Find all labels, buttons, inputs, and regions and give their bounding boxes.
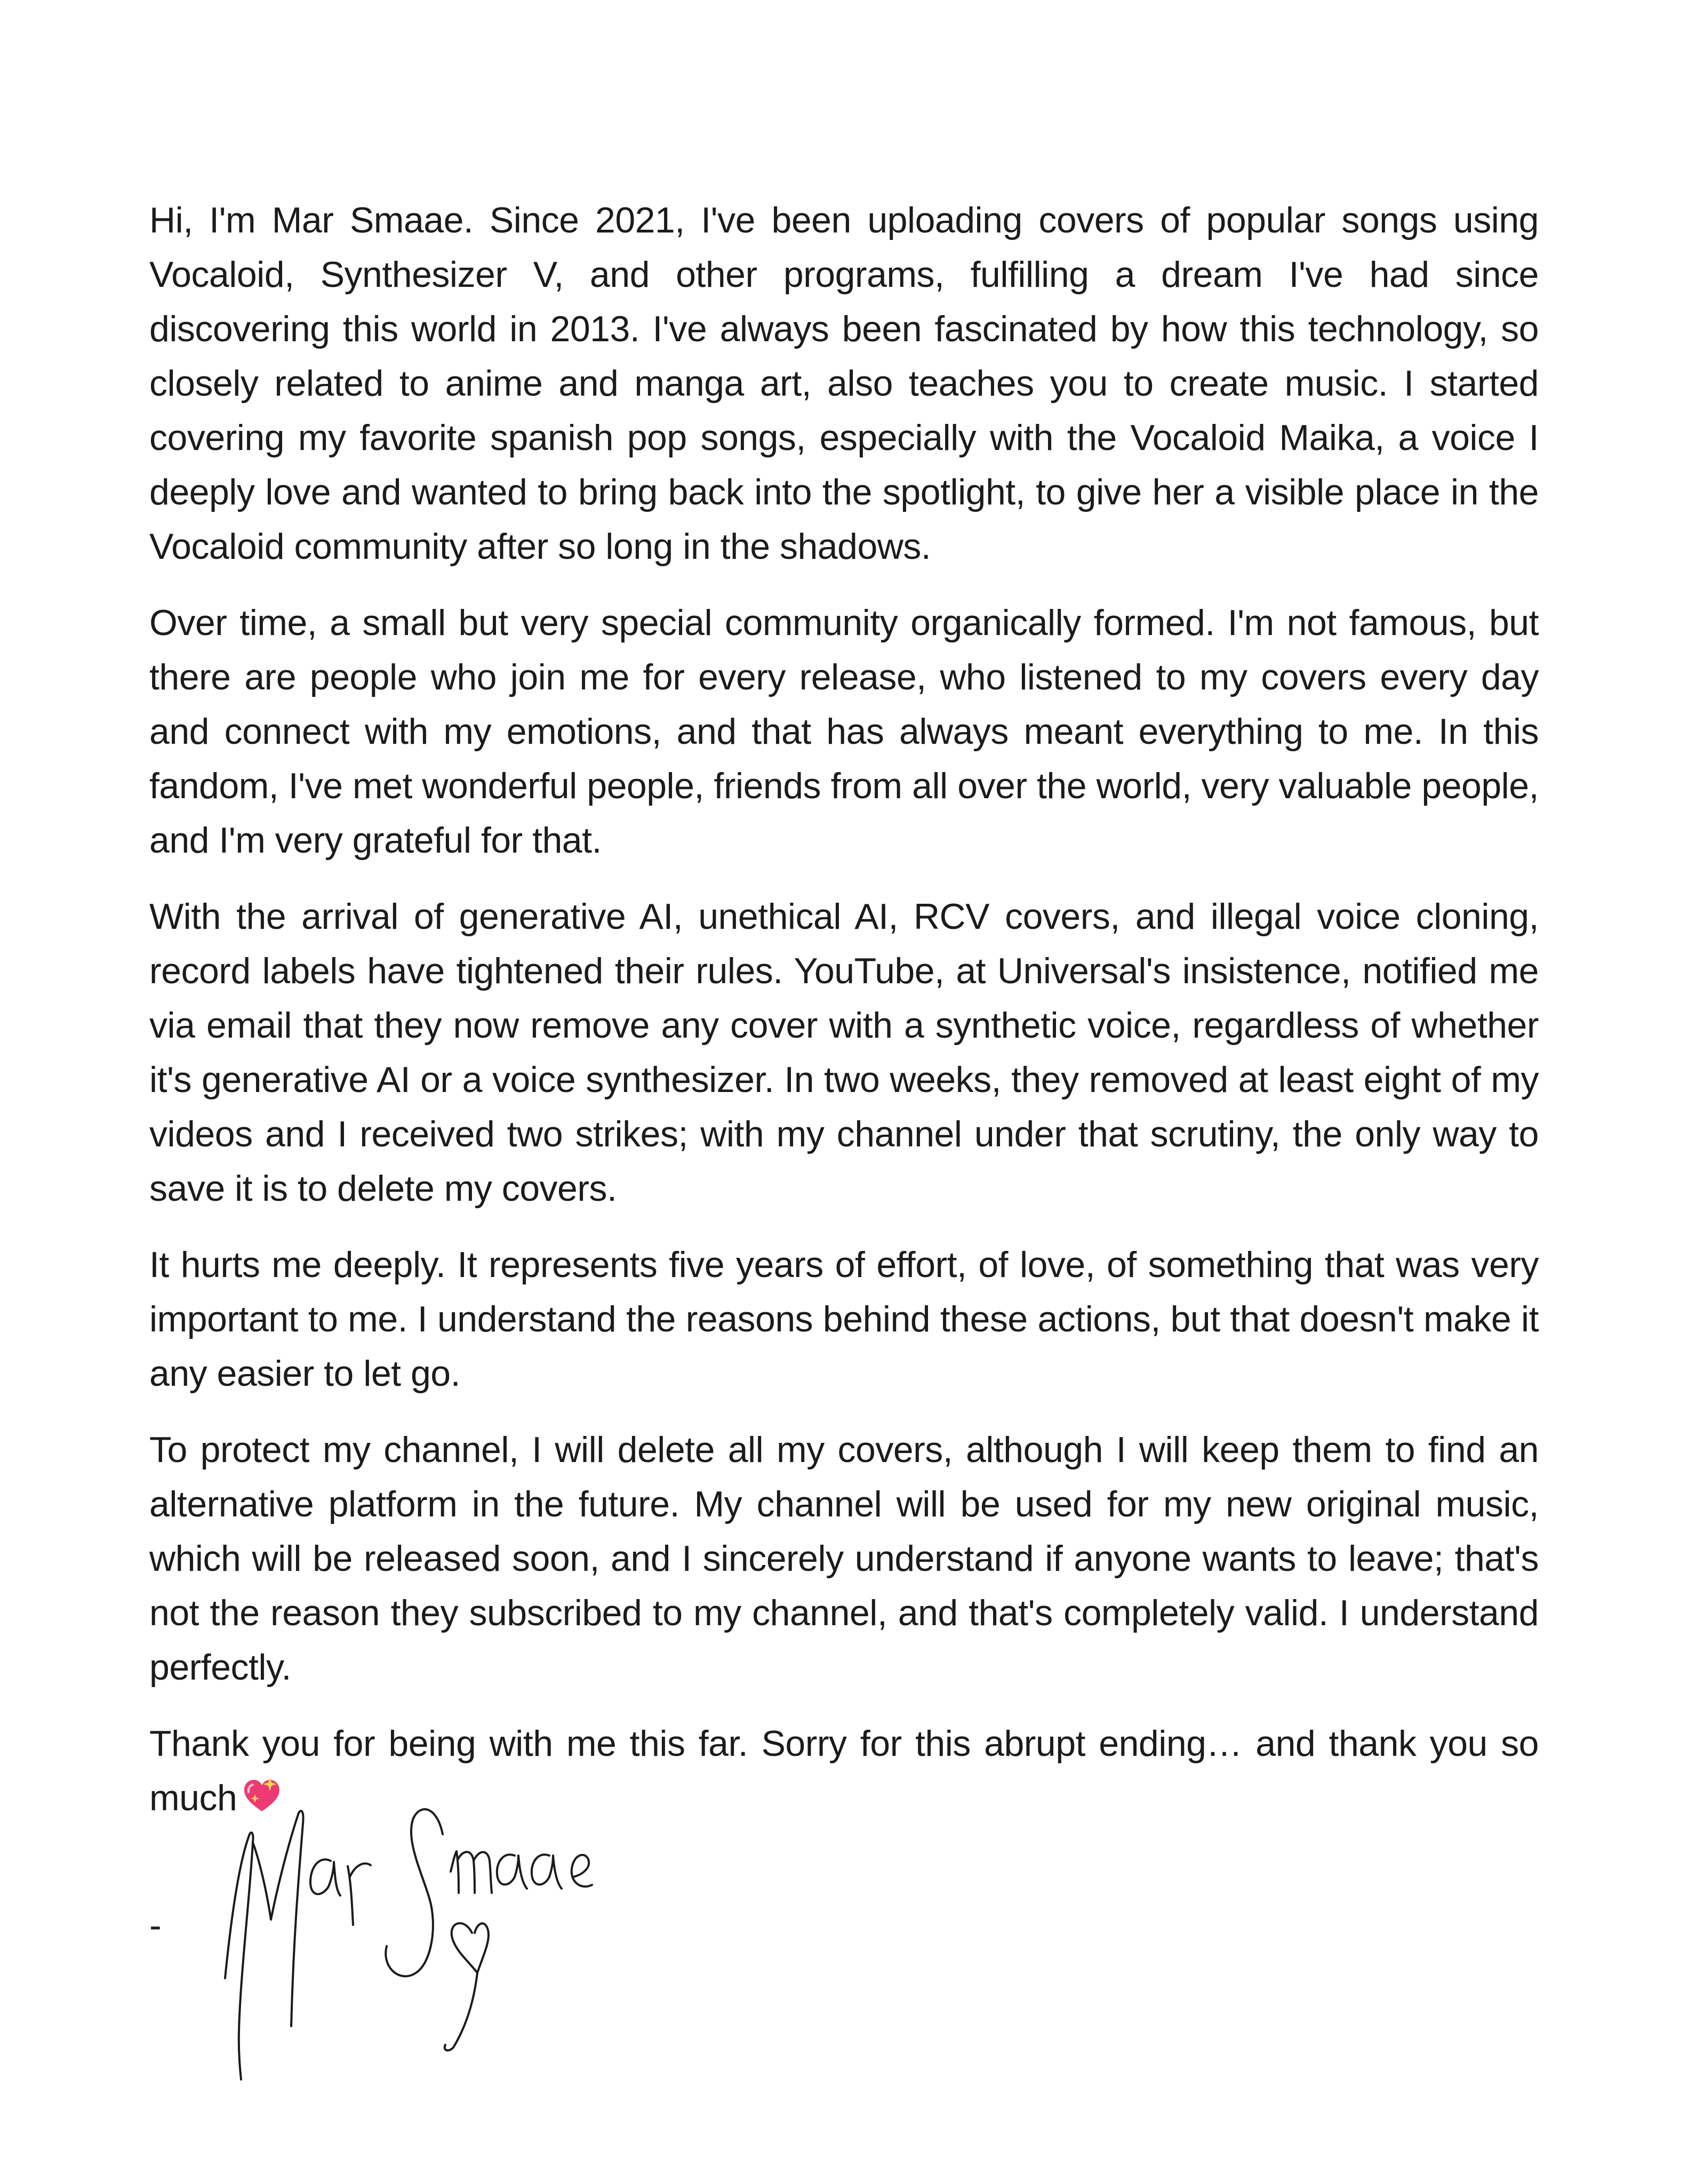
paragraph-feelings: It hurts me deeply. It represents five years of effort, of love, of something that was very important to me. I understand the reasons behind these actions, but that doesn't make it any easier to let go. bbox=[149, 1244, 1539, 1394]
paragraph-youtube-policy: With the arrival of generative AI, unethical AI, RCV covers, and illegal voice cloning, record labels have tightened their rules. YouTube, at Universal's insistence, notified me via email that they now remove any cover with a synthetic voice, regardless of whether it's generative AI or a voice synthesizer. In two weeks, they removed at least eight of my videos and I received two strikes; with my channel under that scrutiny, the only way to save it is to delete my covers. bbox=[149, 896, 1539, 1209]
paragraph-intro: Hi, I'm Mar Smaae. Since 2021, I've been uploading covers of popular songs using Vocaloid, Synthesizer V, and other programs, fulfilling a dream I've had since discovering this world in 2013. I've always been fascinated by how this technology, so closely related to anime and manga art, also teaches you to create music. I started covering my favorite spanish pop songs, especially with the Vocaloid Maika, a voice I deeply love and wanted to bring back into the spotlight, to give her a visible place in the Vocaloid community after so long in the shadows. bbox=[149, 200, 1539, 567]
handwritten-signature bbox=[208, 1802, 613, 2106]
paragraph-community: Over time, a small but very special community organically formed. I'm not famous, but there are people who join me for every release, who listened to my covers every day and connect with my emotions, and that has always meant everything to me. In this fandom, I've met wonderful people, friends from all over the world, very valuable people, and I'm very grateful for that. bbox=[149, 603, 1539, 861]
paragraph-decision: To protect my channel, I will delete all my covers, although I will keep them to find an alternative platform in the future. My channel will be used for my new original music, which will be released soon, and I sincerely understand if anyone wants to leave; that's not the reason they subscribed to my channel, and that's completely valid. I understand perfectly. bbox=[149, 1430, 1539, 1688]
letter-body bbox=[149, 193, 1539, 1829]
signature-dash: - bbox=[149, 1905, 162, 1946]
closing-text: Thank you for being with me this far. Sorry for this abrupt ending… and thank you so much bbox=[149, 1723, 1539, 1818]
